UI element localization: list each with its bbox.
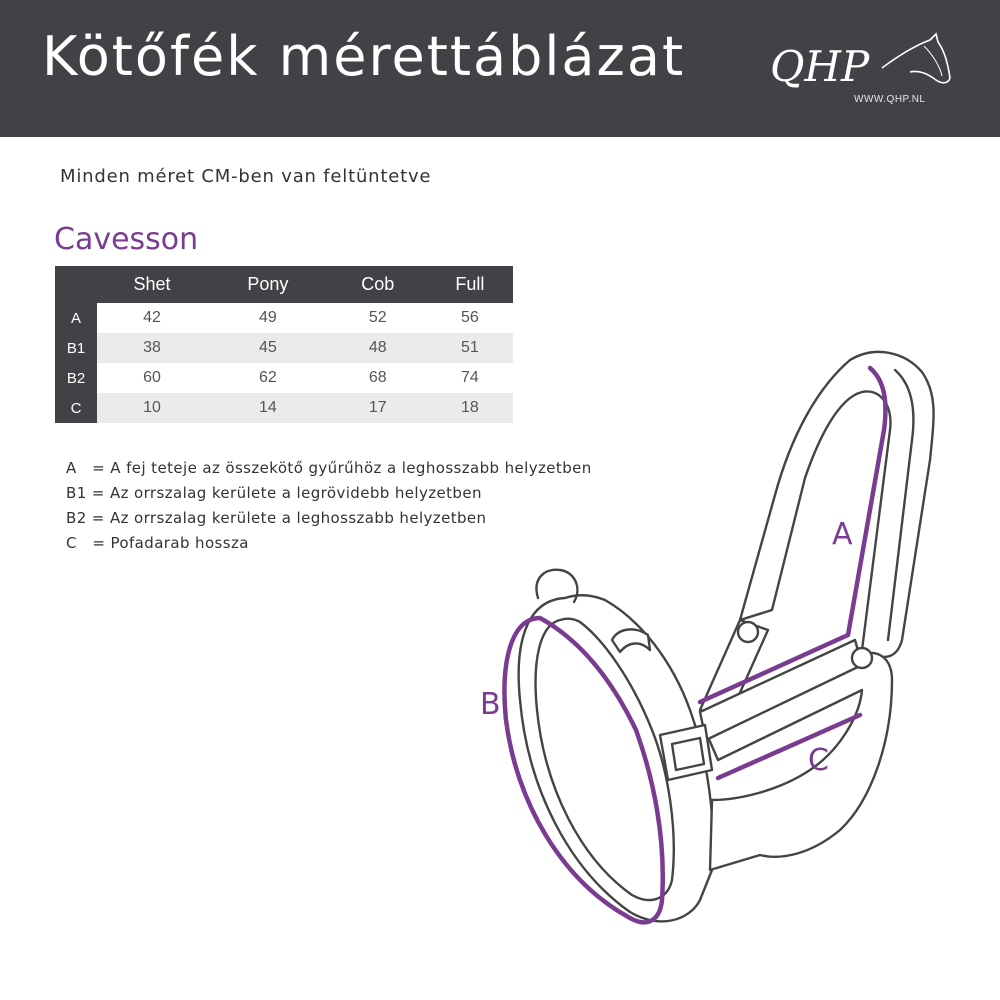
table-cell: 51 xyxy=(427,333,513,363)
table-header-row xyxy=(55,266,513,303)
buckle-inner xyxy=(672,738,704,770)
table-cell: 45 xyxy=(207,333,329,363)
column-header: Shet xyxy=(97,266,207,303)
legend-item: B1 = Az orrszalag kerülete a legrövidebb helyzetben xyxy=(66,484,482,502)
table-row xyxy=(55,363,513,393)
cheek-ring xyxy=(738,622,758,642)
table-cell: 52 xyxy=(329,303,427,333)
table-row xyxy=(55,303,513,333)
table-cell: 38 xyxy=(97,333,207,363)
legend-item: B2 = Az orrszalag kerülete a leghosszabb helyzetben xyxy=(66,509,487,527)
legend-item: A = A fej teteje az összekötő gyűrűhöz a leghosszabb helyzetben xyxy=(66,459,592,477)
logo-text: QHP xyxy=(770,42,870,91)
label-b: B xyxy=(480,687,501,722)
table-cell: 14 xyxy=(207,393,329,423)
table-cell: 68 xyxy=(329,363,427,393)
column-header: Full xyxy=(427,266,513,303)
row-label: B2 xyxy=(55,363,97,393)
section-title: Cavesson xyxy=(54,222,199,257)
table-corner xyxy=(55,266,97,303)
size-table xyxy=(55,266,513,423)
table-cell: 10 xyxy=(97,393,207,423)
row-label: C xyxy=(55,393,97,423)
logo-url: WWW.QHP.NL xyxy=(854,94,926,105)
table-cell: 74 xyxy=(427,363,513,393)
legend-item: C = Pofadarab hossza xyxy=(66,534,249,552)
table-cell: 56 xyxy=(427,303,513,333)
table-cell: 18 xyxy=(427,393,513,423)
table-cell: 49 xyxy=(207,303,329,333)
qhp-logo xyxy=(764,32,954,112)
table-cell: 17 xyxy=(329,393,427,423)
table-cell: 62 xyxy=(207,363,329,393)
row-label: A xyxy=(55,303,97,333)
page-title: Kötőfék mérettáblázat xyxy=(42,25,686,88)
header-bar xyxy=(0,0,1000,137)
cavesson-halter-illustration xyxy=(460,340,1000,940)
units-note: Minden méret CM-ben van feltüntetve xyxy=(60,166,432,187)
table-row xyxy=(55,393,513,423)
column-header: Cob xyxy=(329,266,427,303)
row-label: B1 xyxy=(55,333,97,363)
label-c: C xyxy=(808,743,829,778)
table-cell: 48 xyxy=(329,333,427,363)
table-row xyxy=(55,333,513,363)
table-cell: 60 xyxy=(97,363,207,393)
table-cell: 42 xyxy=(97,303,207,333)
label-a: A xyxy=(832,517,853,552)
throat-ring xyxy=(852,648,872,668)
column-header: Pony xyxy=(207,266,329,303)
